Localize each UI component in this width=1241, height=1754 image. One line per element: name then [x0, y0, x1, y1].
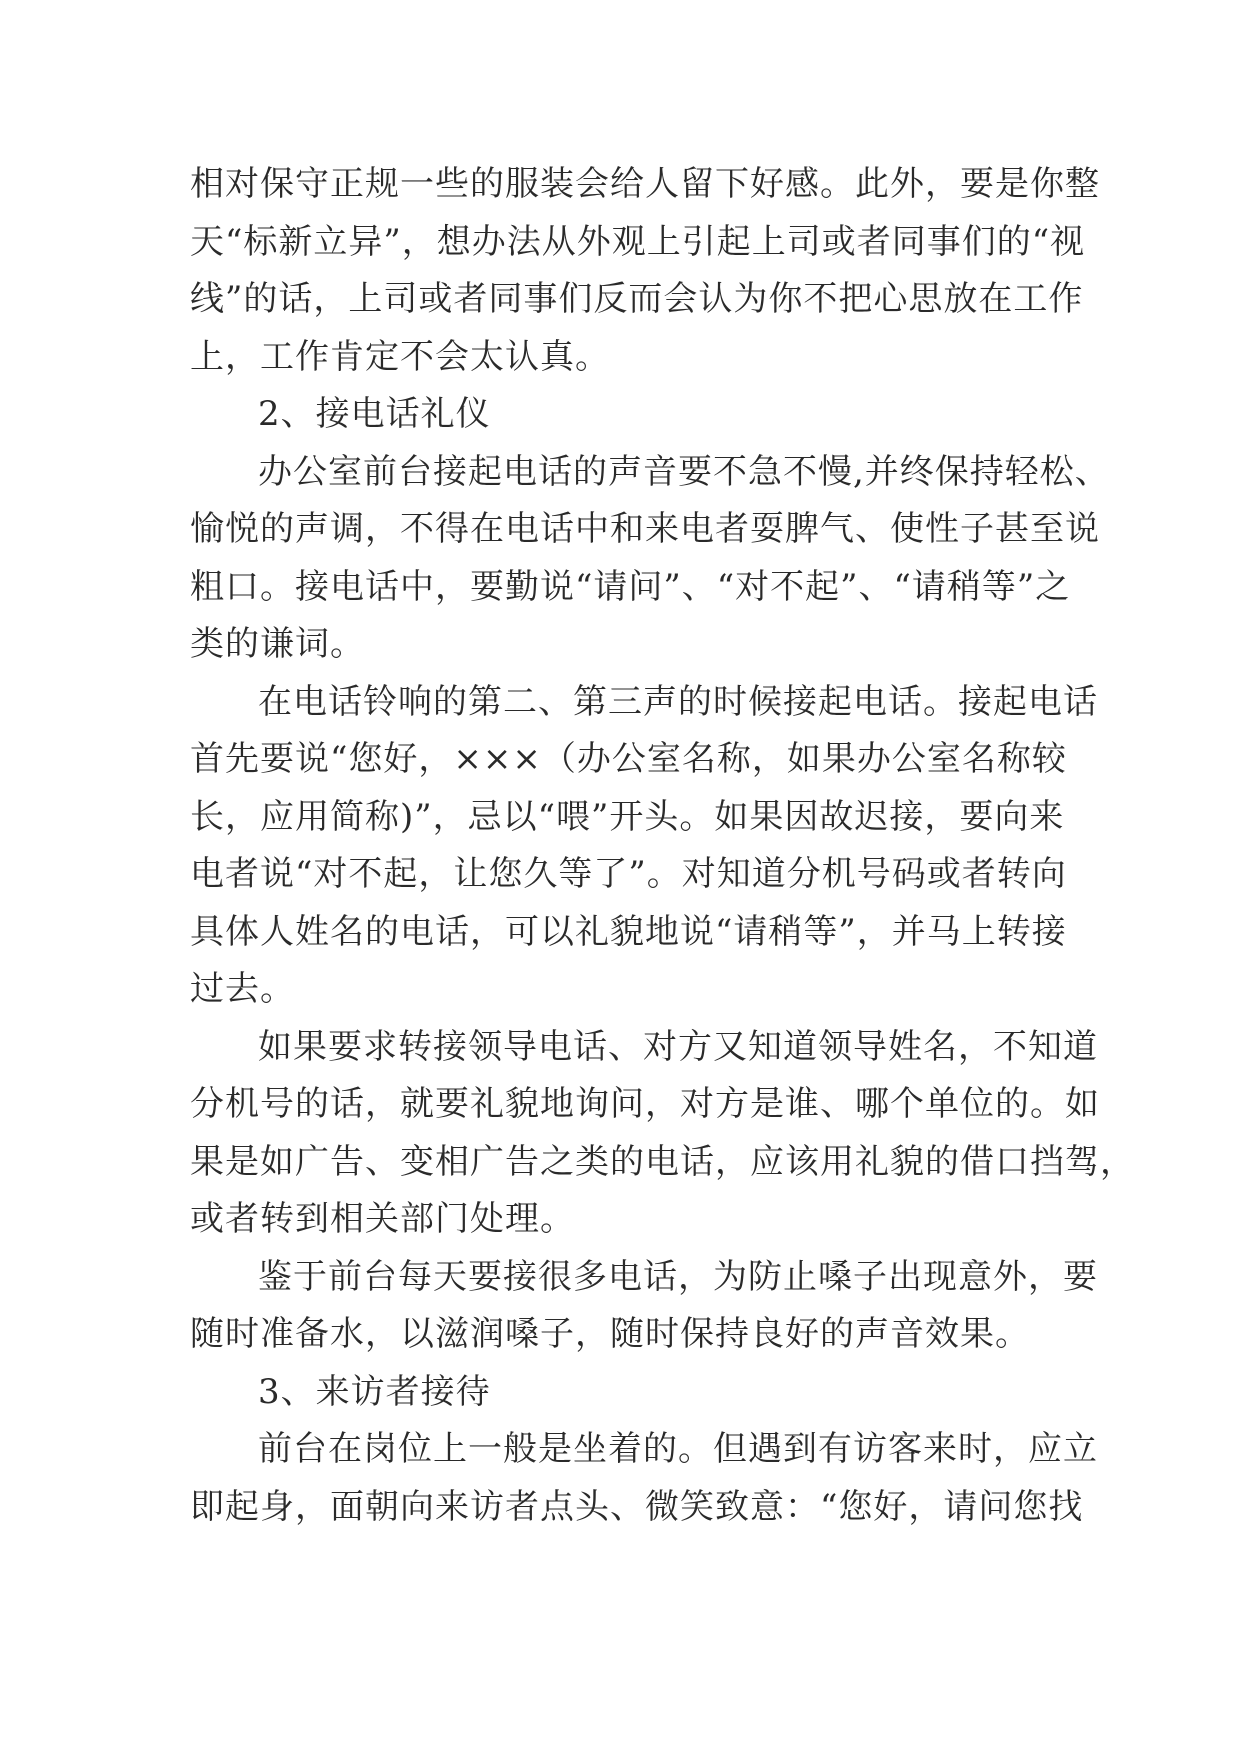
text-line: 办公室前台接起电话的声音要不急不慢,并终保持轻松、 — [258, 451, 1110, 492]
text-line: 在电话铃响的第二、第三声的时候接起电话。接起电话 — [258, 681, 1098, 722]
text-line: 首先要说“您好，×××（办公室名称，如果办公室名称较 — [190, 739, 1067, 779]
text-line: 随时准备水，以滋润嗓子，随时保持良好的声音效果。 — [190, 1314, 1030, 1354]
document-body — [190, 156, 1135, 1536]
text-line: 鉴于前台每天要接很多电话，为防止嗓子出现意外，要 — [258, 1256, 1098, 1297]
text-line: 线”的话，上司或者同事们反而会认为你不把心思放在工作 — [190, 279, 1084, 319]
text-line: 分机号的话，就要礼貌地询问，对方是谁、哪个单位的。如 — [190, 1084, 1100, 1124]
text-line: 上，工作肯定不会太认真。 — [190, 336, 610, 377]
text-line: 过去。 — [190, 969, 295, 1009]
text-line: 长，应用简称)”，忌以“喂”开头。如果因故迟接，要向来 — [190, 796, 1065, 837]
text-line: 类的谦词。 — [190, 624, 365, 664]
text-line: 或者转到相关部门处理。 — [190, 1199, 575, 1239]
text-line: 如果要求转接领导电话、对方又知道领导姓名，不知道 — [258, 1026, 1098, 1067]
text-line: 果是如广告、变相广告之类的电话，应该用礼貌的借口挡驾， — [190, 1141, 1135, 1182]
text-line: 前台在岗位上一般是坐着的。但遇到有访客来时，应立 — [258, 1429, 1098, 1469]
text-line: 电者说“对不起，让您久等了”。对知道分机号码或者转向 — [190, 854, 1067, 894]
text-line: 愉悦的声调，不得在电话中和来电者耍脾气、使性子甚至说 — [190, 509, 1100, 549]
text-line: 具体人姓名的电话，可以礼貌地说“请稍等”，并马上转接 — [190, 911, 1067, 952]
section-heading-visitor-reception: 3、来访者接待 — [258, 1371, 491, 1412]
text-line: 粗口。接电话中，要勤说“请问”、“对不起”、“请稍等”之 — [190, 566, 1071, 607]
section-heading-phone-etiquette: 2、接电话礼仪 — [258, 394, 491, 434]
text-line: 相对保守正规一些的服装会给人留下好感。此外，要是你整 — [190, 164, 1100, 204]
text-line: 天“标新立异”，想办法从外观上引起上司或者同事们的“视 — [190, 221, 1086, 262]
text-line: 即起身，面朝向来访者点头、微笑致意：“您好，请问您找 — [190, 1486, 1084, 1527]
